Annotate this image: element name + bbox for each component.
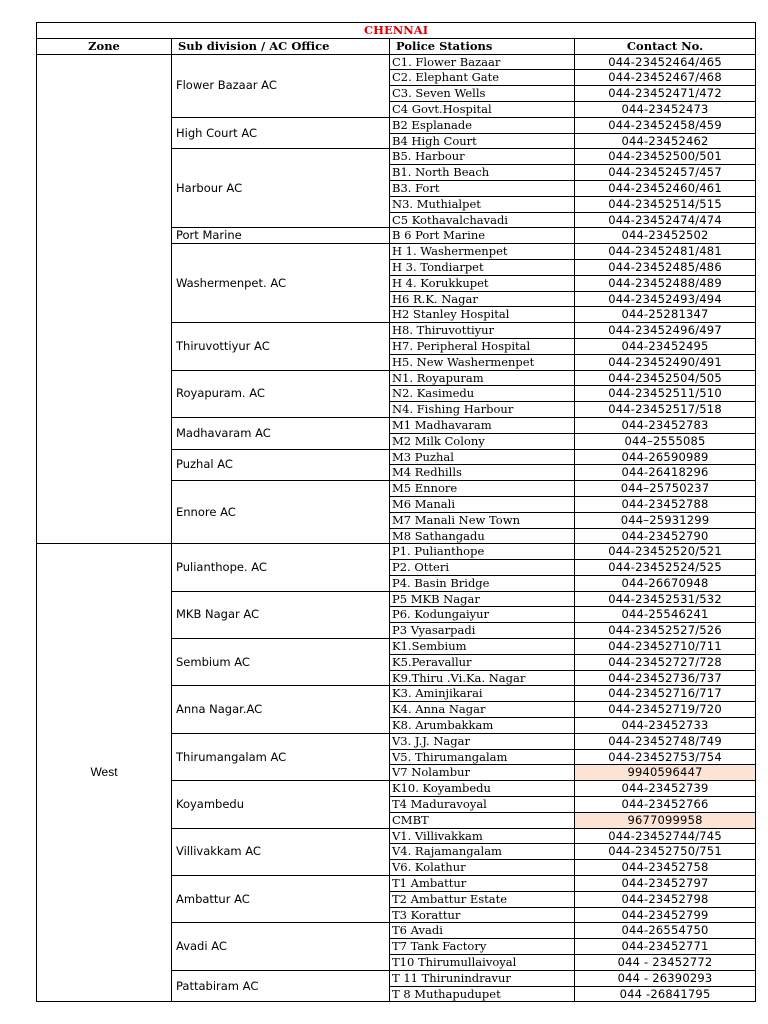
subdivision-cell: MKB Nagar AC — [172, 591, 390, 638]
contact-number-cell: 044-26670948 — [575, 575, 756, 591]
subdivision-cell: Thirumangalam AC — [172, 733, 390, 780]
police-station-cell: V4. Rajamangalam — [390, 844, 575, 860]
police-station-cell: T 11 Thirunindravur — [390, 970, 575, 986]
police-station-cell: V1. Villivakkam — [390, 828, 575, 844]
police-station-cell: P2. Otteri — [390, 560, 575, 576]
contact-number-cell: 044-23452753/754 — [575, 749, 756, 765]
police-station-cell: V5. Thirumangalam — [390, 749, 575, 765]
contact-number-cell: 044–2555085 — [575, 433, 756, 449]
police-station-cell: P3 Vyasarpadi — [390, 623, 575, 639]
contact-number-cell: 044-23452504/505 — [575, 370, 756, 386]
subdivision-cell: Port Marine — [172, 228, 390, 244]
contact-number-cell: 044-23452517/518 — [575, 402, 756, 418]
contact-number-cell: 044-23452783 — [575, 417, 756, 433]
header-police-stations: Police Stations — [390, 38, 575, 54]
police-station-cell: K8. Arumbakkam — [390, 718, 575, 734]
police-station-cell: M7 Manali New Town — [390, 512, 575, 528]
contact-number-cell: 044-23452739 — [575, 781, 756, 797]
police-station-cell: T7 Tank Factory — [390, 939, 575, 955]
police-station-cell: B1. North Beach — [390, 165, 575, 181]
police-station-cell: T2 Ambattur Estate — [390, 891, 575, 907]
subdivision-cell: Pulianthope. AC — [172, 544, 390, 591]
police-station-cell: C4 Govt.Hospital — [390, 101, 575, 117]
police-station-cell: H7. Peripheral Hospital — [390, 338, 575, 354]
subdivision-cell: Pattabiram AC — [172, 970, 390, 1002]
contact-number-cell: 044-23452710/711 — [575, 639, 756, 655]
contact-number-cell: 044-23452490/491 — [575, 354, 756, 370]
police-station-cell: M1 Madhavaram — [390, 417, 575, 433]
contact-number-cell: 9940596447 — [575, 765, 756, 781]
contact-number-cell: 044-23452457/457 — [575, 165, 756, 181]
police-station-cell: P6. Kodungaiyur — [390, 607, 575, 623]
police-station-cell: K1.Sembium — [390, 639, 575, 655]
contact-number-cell: 044-23452748/749 — [575, 733, 756, 749]
subdivision-cell: Villivakkam AC — [172, 828, 390, 875]
subdivision-cell: Royapuram. AC — [172, 370, 390, 417]
contact-number-cell: 044-23452520/521 — [575, 544, 756, 560]
header-subdivision: Sub division / AC Office — [172, 38, 390, 54]
police-station-cell: H8. Thiruvottiyur — [390, 323, 575, 339]
contact-number-cell: 044-23452799 — [575, 907, 756, 923]
contact-number-cell: 044-23452758 — [575, 860, 756, 876]
contact-number-cell: 044-23452524/525 — [575, 560, 756, 576]
police-station-cell: H2 Stanley Hospital — [390, 307, 575, 323]
contact-number-cell: 044-23452771 — [575, 939, 756, 955]
police-station-cell: H6 R.K. Nagar — [390, 291, 575, 307]
contact-number-cell: 044-26590989 — [575, 449, 756, 465]
subdivision-cell: High Court AC — [172, 117, 390, 149]
subdivision-cell: Ennore AC — [172, 481, 390, 544]
contact-number-cell: 044-23452496/497 — [575, 323, 756, 339]
police-station-cell: N3. Muthialpet — [390, 196, 575, 212]
contact-number-cell: 044-23452716/717 — [575, 686, 756, 702]
police-station-cell: CMBT — [390, 812, 575, 828]
header-row — [37, 38, 756, 54]
police-station-cell: C3. Seven Wells — [390, 86, 575, 102]
police-station-cell: K5.Peravallur — [390, 654, 575, 670]
contact-number-cell: 044 -26841795 — [575, 986, 756, 1002]
police-station-cell: V7 Nolambur — [390, 765, 575, 781]
police-station-cell: B2 Esplanade — [390, 117, 575, 133]
subdivision-cell: Washermenpet. AC — [172, 244, 390, 323]
contact-number-cell: 044-23452481/481 — [575, 244, 756, 260]
police-station-cell: N2. Kasimedu — [390, 386, 575, 402]
police-station-cell: T6 Avadi — [390, 923, 575, 939]
subdivision-cell: Harbour AC — [172, 149, 390, 228]
subdivision-cell: Puzhal AC — [172, 449, 390, 481]
police-station-cell: B 6 Port Marine — [390, 228, 575, 244]
police-station-cell: H 3. Tondiarpet — [390, 259, 575, 275]
zone-cell — [37, 54, 172, 544]
police-directory-table — [36, 22, 756, 1002]
contact-number-cell: 044-23452467/468 — [575, 70, 756, 86]
police-station-cell: M8 Sathangadu — [390, 528, 575, 544]
contact-number-cell: 044-23452797 — [575, 876, 756, 892]
contact-number-cell: 044-23452458/459 — [575, 117, 756, 133]
police-station-cell: N4. Fishing Harbour — [390, 402, 575, 418]
contact-number-cell: 044-23452798 — [575, 891, 756, 907]
contact-number-cell: 044-23452485/486 — [575, 259, 756, 275]
police-station-cell: P1. Pulianthope — [390, 544, 575, 560]
table-row — [37, 54, 756, 70]
contact-number-cell: 044-23452495 — [575, 338, 756, 354]
title-row — [37, 23, 756, 39]
police-station-cell: K9.Thiru .Vi.Ka. Nagar — [390, 670, 575, 686]
contact-number-cell: 044-23452527/526 — [575, 623, 756, 639]
police-station-cell: T1 Ambattur — [390, 876, 575, 892]
police-station-cell: B5. Harbour — [390, 149, 575, 165]
police-station-cell: T3 Korattur — [390, 907, 575, 923]
zone-cell: West — [37, 544, 172, 1002]
contact-number-cell: 044-23452502 — [575, 228, 756, 244]
police-station-cell: M4 Redhills — [390, 465, 575, 481]
police-station-cell: B4 High Court — [390, 133, 575, 149]
police-station-cell: M3 Puzhal — [390, 449, 575, 465]
contact-number-cell: 044-23452531/532 — [575, 591, 756, 607]
subdivision-cell: Madhavaram AC — [172, 417, 390, 449]
police-station-cell: T 8 Muthapudupet — [390, 986, 575, 1002]
contact-number-cell: 044-23452511/510 — [575, 386, 756, 402]
police-station-cell: K3. Aminjikarai — [390, 686, 575, 702]
subdivision-cell: Sembium AC — [172, 639, 390, 686]
contact-number-cell: 044-23452514/515 — [575, 196, 756, 212]
police-station-cell: P4. Basin Bridge — [390, 575, 575, 591]
contact-number-cell: 044-23452788 — [575, 496, 756, 512]
contact-number-cell: 044-23452719/720 — [575, 702, 756, 718]
contact-number-cell: 044-23452464/465 — [575, 54, 756, 70]
contact-number-cell: 044–25931299 — [575, 512, 756, 528]
contact-number-cell: 044-23452744/745 — [575, 828, 756, 844]
contact-number-cell: 044-23452473 — [575, 101, 756, 117]
police-station-cell: C5 Kothavalchavadi — [390, 212, 575, 228]
table-row — [37, 544, 756, 560]
contact-number-cell: 044-25281347 — [575, 307, 756, 323]
header-zone: Zone — [37, 38, 172, 54]
contact-number-cell: 9677099958 — [575, 812, 756, 828]
contact-number-cell: 044-26554750 — [575, 923, 756, 939]
contact-number-cell: 044-23452460/461 — [575, 180, 756, 196]
contact-number-cell: 044-23452493/494 — [575, 291, 756, 307]
contact-number-cell: 044-23452488/489 — [575, 275, 756, 291]
police-station-cell: H 4. Korukkupet — [390, 275, 575, 291]
police-station-cell: V3. J.J. Nagar — [390, 733, 575, 749]
directory-sheet — [36, 22, 756, 1002]
contact-number-cell: 044-23452727/728 — [575, 654, 756, 670]
contact-number-cell: 044–25750237 — [575, 481, 756, 497]
police-station-cell: M2 Milk Colony — [390, 433, 575, 449]
police-station-cell: P5 MKB Nagar — [390, 591, 575, 607]
police-station-cell: K10. Koyambedu — [390, 781, 575, 797]
subdivision-cell: Flower Bazaar AC — [172, 54, 390, 117]
contact-number-cell: 044-23452733 — [575, 718, 756, 734]
subdivision-cell: Avadi AC — [172, 923, 390, 970]
subdivision-cell: Koyambedu — [172, 781, 390, 828]
police-station-cell: K4. Anna Nagar — [390, 702, 575, 718]
police-station-cell: T4 Maduravoyal — [390, 797, 575, 813]
contact-number-cell: 044 - 26390293 — [575, 970, 756, 986]
police-station-cell: C1. Flower Bazaar — [390, 54, 575, 70]
contact-number-cell: 044-23452474/474 — [575, 212, 756, 228]
contact-number-cell: 044-23452750/751 — [575, 844, 756, 860]
header-contact-no: Contact No. — [575, 38, 756, 54]
contact-number-cell: 044-23452790 — [575, 528, 756, 544]
police-station-cell: V6. Kolathur — [390, 860, 575, 876]
police-station-cell: M5 Ennore — [390, 481, 575, 497]
contact-number-cell: 044-23452462 — [575, 133, 756, 149]
police-station-cell: C2. Elephant Gate — [390, 70, 575, 86]
contact-number-cell: 044-26418296 — [575, 465, 756, 481]
contact-number-cell: 044-25546241 — [575, 607, 756, 623]
police-station-cell: M6 Manali — [390, 496, 575, 512]
contact-number-cell: 044-23452500/501 — [575, 149, 756, 165]
table-body — [37, 23, 756, 1002]
police-station-cell: T10 Thirumullaivoyal — [390, 955, 575, 971]
contact-number-cell: 044-23452736/737 — [575, 670, 756, 686]
contact-number-cell: 044 - 23452772 — [575, 955, 756, 971]
contact-number-cell: 044-23452766 — [575, 797, 756, 813]
subdivision-cell: Ambattur AC — [172, 876, 390, 923]
police-station-cell: H 1. Washermenpet — [390, 244, 575, 260]
police-station-cell: B3. Fort — [390, 180, 575, 196]
police-station-cell: H5. New Washermenpet — [390, 354, 575, 370]
contact-number-cell: 044-23452471/472 — [575, 86, 756, 102]
table-title: CHENNAI — [37, 23, 756, 39]
police-station-cell: N1. Royapuram — [390, 370, 575, 386]
subdivision-cell: Thiruvottiyur AC — [172, 323, 390, 370]
subdivision-cell: Anna Nagar.AC — [172, 686, 390, 733]
